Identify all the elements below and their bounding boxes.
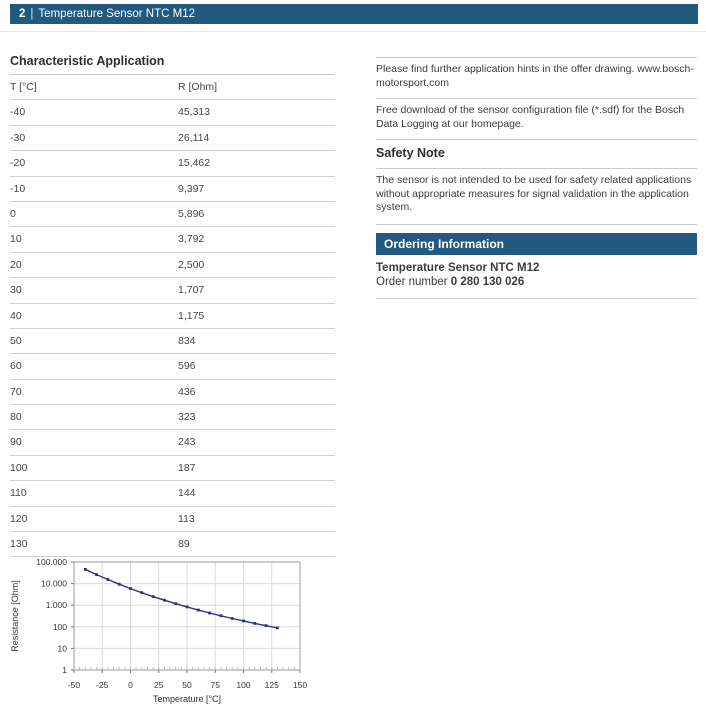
- temp-cell: 20: [10, 258, 22, 271]
- temp-cell: 110: [10, 487, 27, 500]
- table-row: [10, 126, 335, 151]
- table-row: [10, 278, 335, 303]
- temp-column-header: T [°C]: [10, 81, 37, 93]
- table-row: [10, 507, 335, 532]
- table-row: [10, 253, 335, 278]
- svg-text:150: 150: [292, 680, 308, 690]
- table-row: [10, 227, 335, 252]
- resistance-cell: 1,175: [178, 309, 205, 322]
- table-row: [10, 405, 335, 430]
- temp-cell: 90: [10, 436, 22, 449]
- table-row: [10, 329, 335, 354]
- temp-cell: 130: [10, 538, 28, 551]
- table-body: [10, 100, 335, 557]
- table-row: [10, 304, 335, 329]
- resistance-cell: 89: [178, 538, 190, 551]
- ordering-block: [376, 255, 697, 299]
- characteristic-heading: Characteristic Application: [10, 54, 165, 68]
- table-row: [10, 456, 335, 481]
- header-separator: |: [30, 8, 34, 20]
- page-title: Temperature Sensor NTC M12: [38, 8, 195, 20]
- svg-text:1: 1: [62, 665, 67, 675]
- svg-text:100: 100: [236, 680, 251, 690]
- temp-cell: 40: [10, 309, 22, 322]
- order-number: 0 280 130 026: [450, 275, 525, 288]
- download-hint-note: Free download of the sensor configuration file (*.sdf) for the Bosch Data Logging at our homepage.: [376, 98, 697, 139]
- resistance-cell: 113: [178, 512, 195, 525]
- temp-cell: -40: [10, 106, 26, 119]
- temp-cell: 120: [10, 512, 28, 525]
- resistance-cell: 2,500: [178, 258, 205, 271]
- resistance-cell: 596: [178, 360, 196, 373]
- temp-cell: 60: [10, 360, 22, 373]
- temp-cell: -10: [10, 182, 26, 195]
- resistance-cell: 26,114: [178, 131, 210, 144]
- svg-text:-25: -25: [96, 680, 109, 690]
- resistance-cell: 834: [178, 334, 196, 347]
- resistance-cell: 3,792: [178, 233, 205, 246]
- resistance-cell: 1,707: [178, 284, 205, 297]
- table-row: [10, 100, 335, 125]
- safety-note-heading: Safety Note: [376, 139, 697, 168]
- resistance-chart: [0, 548, 320, 712]
- resistance-cell: 323: [178, 411, 196, 424]
- svg-text:10.000: 10.000: [41, 578, 67, 589]
- table-header-row: [10, 75, 335, 100]
- resistance-cell: 243: [178, 436, 196, 449]
- table-row: [10, 430, 335, 455]
- svg-text:25: 25: [154, 680, 164, 690]
- page-header-bar: [10, 4, 698, 24]
- svg-text:Temperature [°C]: Temperature [°C]: [152, 694, 222, 704]
- resistance-cell: 144: [178, 487, 196, 500]
- ordering-information-bar: Ordering Information: [376, 233, 697, 255]
- svg-text:125: 125: [264, 680, 279, 690]
- resistance-cell: 436: [178, 385, 196, 398]
- resistance-cell: 9,397: [178, 182, 205, 195]
- temp-cell: 100: [10, 461, 28, 474]
- product-name: Temperature Sensor NTC M12: [376, 261, 540, 274]
- temp-cell: 50: [10, 334, 22, 347]
- order-number-line: [376, 275, 697, 289]
- resistance-cell: 187: [178, 461, 196, 474]
- resistance-cell: 45,313: [178, 106, 211, 119]
- table-row: [10, 177, 335, 202]
- temp-cell: -30: [10, 131, 26, 144]
- order-number-label: Order number: [376, 275, 451, 288]
- svg-text:100: 100: [52, 621, 67, 632]
- table-row: [10, 202, 335, 227]
- safety-note-text: The sensor is not intended to be used for safety related applications without appropriate measures for signal validation in the application system.: [376, 168, 697, 225]
- resistance-cell: 15,462: [178, 157, 211, 170]
- svg-text:0: 0: [128, 680, 133, 690]
- svg-text:1.000: 1.000: [45, 600, 67, 611]
- resistance-column-header: R [Ohm]: [178, 81, 218, 93]
- header-divider: [0, 31, 706, 32]
- page-number: 2: [19, 8, 26, 20]
- table-row: [10, 380, 335, 405]
- characteristic-table: [10, 74, 335, 557]
- svg-text:10: 10: [57, 643, 67, 654]
- table-row: [10, 151, 335, 176]
- svg-text:50: 50: [182, 680, 192, 690]
- svg-text:75: 75: [210, 680, 220, 690]
- temp-cell: 10: [10, 233, 22, 246]
- right-column: [376, 57, 697, 299]
- temp-cell: 80: [10, 411, 22, 424]
- application-hint-note: Please find further application hints in the offer drawing. www.bosch-motorsport.com: [376, 57, 697, 98]
- svg-text:100.000: 100.000: [36, 557, 67, 567]
- table-row: [10, 354, 335, 379]
- table-row: [10, 481, 335, 506]
- temp-cell: 0: [10, 207, 16, 220]
- temp-cell: -20: [10, 157, 26, 170]
- resistance-cell: 5,896: [178, 207, 205, 220]
- svg-text:Resistance [Ohm]: Resistance [Ohm]: [10, 580, 20, 652]
- temp-cell: 30: [10, 284, 22, 297]
- svg-text:-50: -50: [67, 680, 81, 690]
- temp-cell: 70: [10, 385, 22, 398]
